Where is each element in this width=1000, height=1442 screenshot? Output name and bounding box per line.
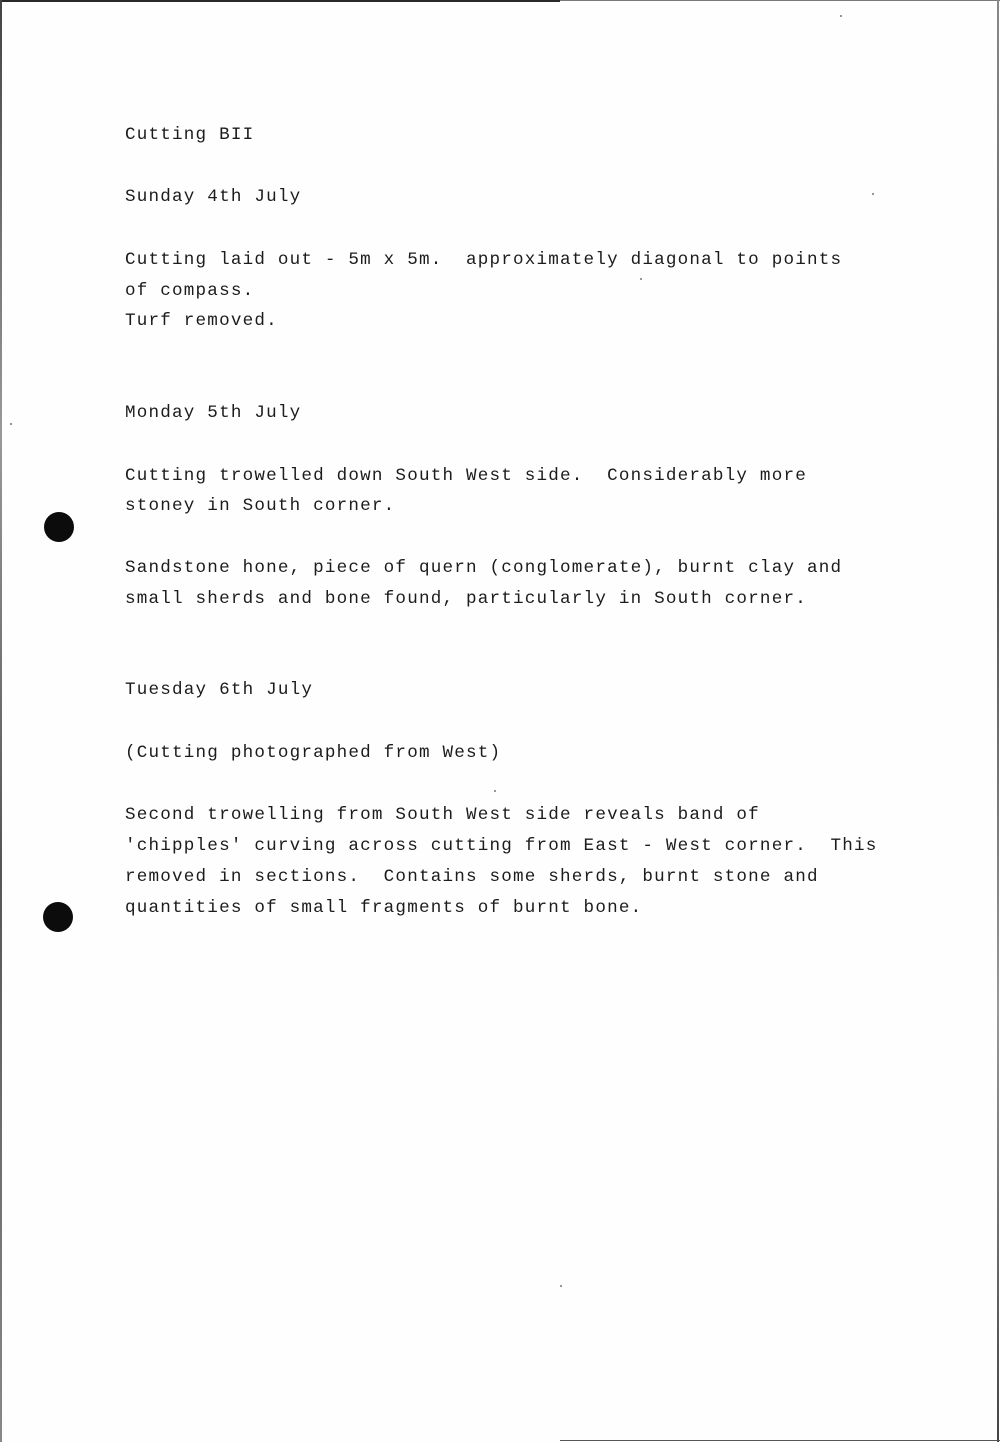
scan-speck: [840, 15, 842, 17]
text-line: Turf removed.: [125, 311, 278, 331]
text-line: Second trowelling from South West side reveals band of: [125, 805, 760, 825]
text-line: of compass.: [125, 281, 255, 301]
text-line: small sherds and bone found, particularly in South corner.: [125, 589, 807, 609]
punch-hole-lower: [43, 902, 73, 932]
page-title: Cutting BII: [125, 125, 255, 145]
text-line: removed in sections. Contains some sherds, burnt stone and: [125, 867, 819, 887]
page-top-edge-right: [560, 0, 1000, 1]
scan-speck: [560, 1285, 562, 1287]
page-bottom-edge: [560, 1440, 1000, 1441]
scan-speck: [10, 423, 12, 425]
text-line: (Cutting photographed from West): [125, 743, 502, 763]
text-line: Cutting laid out - 5m x 5m. approximately diagonal to points: [125, 250, 843, 270]
punch-hole-upper: [44, 512, 74, 542]
date-heading-monday: Monday 5th July: [125, 403, 302, 423]
page-top-edge: [0, 0, 560, 2]
date-heading-sunday: Sunday 4th July: [125, 187, 302, 207]
date-heading-tuesday: Tuesday 6th July: [125, 680, 314, 700]
scan-speck: [494, 790, 496, 792]
scan-speck: [872, 193, 874, 195]
text-line: stoney in South corner.: [125, 496, 396, 516]
text-line: quantities of small fragments of burnt bone.: [125, 898, 643, 918]
scan-speck: [640, 278, 642, 280]
text-line: Sandstone hone, piece of quern (conglomerate), burnt clay and: [125, 558, 843, 578]
page-left-edge: [0, 0, 2, 1442]
text-line: Cutting trowelled down South West side. Considerably more: [125, 466, 807, 486]
text-line: 'chipples' curving across cutting from East - West corner. This: [125, 836, 878, 856]
page-right-edge: [997, 0, 999, 1442]
